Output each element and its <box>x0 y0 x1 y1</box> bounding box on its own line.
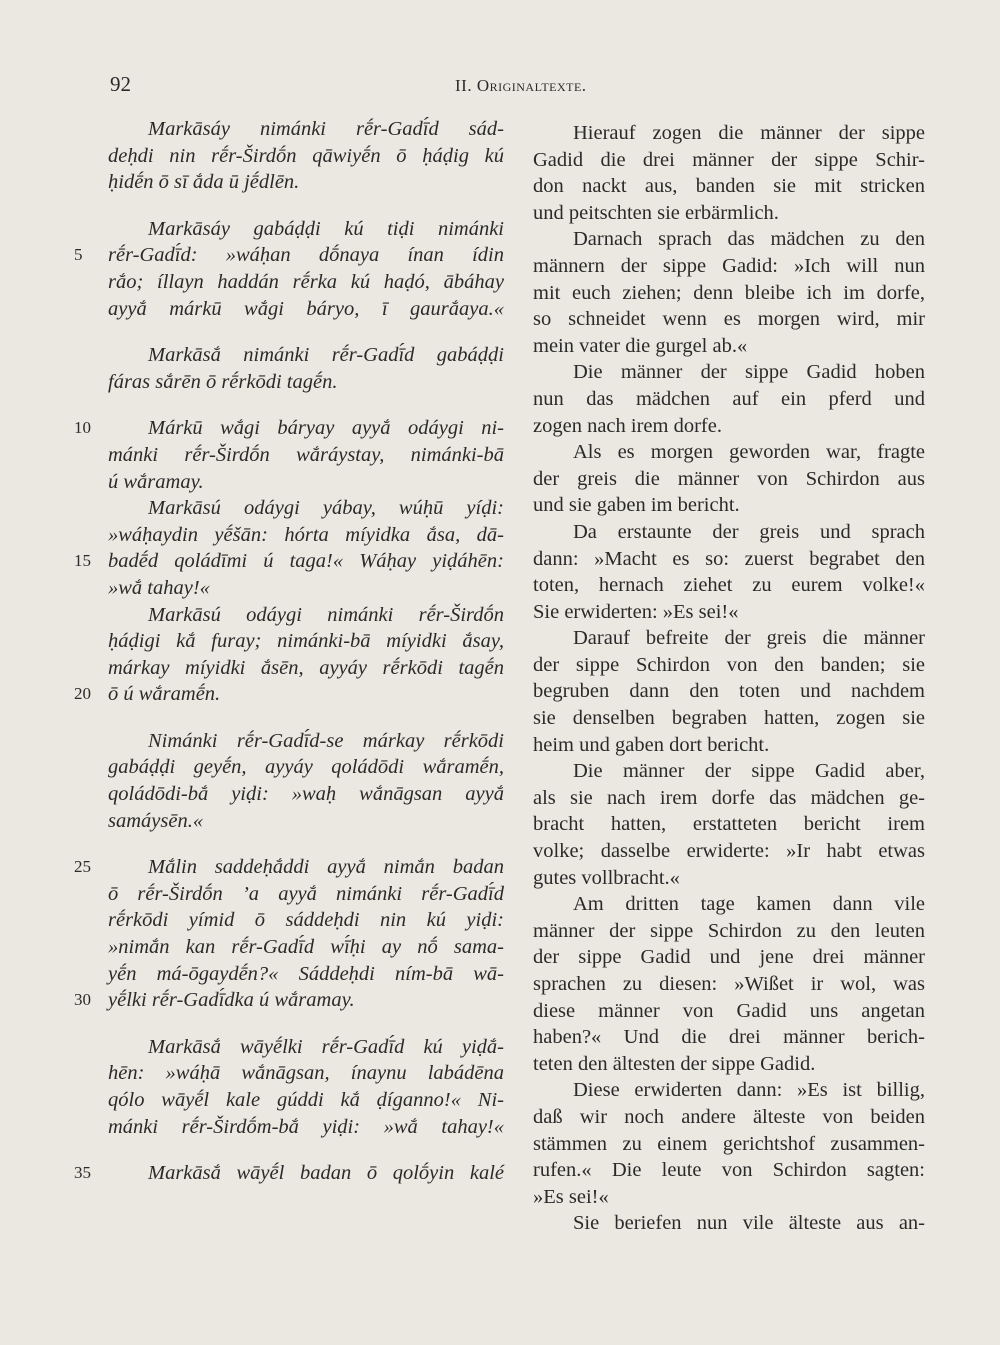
text-line-content: samáysēn.« <box>108 809 204 832</box>
text-line-content: als sie nach irem dorfe das mädchen ge- <box>533 786 925 809</box>
paragraph-gap <box>108 1140 504 1160</box>
text-line <box>533 1184 925 1211</box>
text-line-content: ḥidḗn ō sī ắda ū jḗdlēn. <box>108 171 300 194</box>
text-line-content: Markāsáy nimánki rḗr-Gadī́d sád- <box>148 118 504 140</box>
text-line-content: mit euch ziehen; denn bleibe ich im dorfe, <box>533 281 925 304</box>
text-line <box>533 971 925 998</box>
text-line <box>533 439 925 466</box>
text-line <box>108 602 504 629</box>
text-line <box>108 781 504 808</box>
text-line-content: dann: »Macht es so: zuerst begrabet den <box>533 547 925 570</box>
text-line <box>108 728 504 755</box>
text-line <box>108 575 504 602</box>
text-line <box>533 226 925 253</box>
text-line <box>533 865 925 892</box>
text-line-content: so schneidet wenn es morgen wird, mir <box>533 308 925 331</box>
text-line <box>533 732 925 759</box>
text-line <box>533 944 925 971</box>
text-line-content: mánki rḗr-Širdṓm-bắ yiḍi: »wắ tahay!« <box>108 1115 504 1138</box>
text-line-content: Gadid die drei männer der sippe Schir- <box>533 148 925 171</box>
text-line <box>533 785 925 812</box>
text-line-content: diese männer von Gadid uns angetan <box>533 999 925 1022</box>
text-line-content: yḗn má-ōgaydḗn?« Sáddeḥdi ním-bā wā- <box>108 962 504 985</box>
text-line <box>108 342 504 369</box>
text-line <box>108 269 504 296</box>
text-line-content: daß wir noch andere älteste von beiden <box>533 1105 925 1128</box>
text-line-content: Als es morgen geworden war, fragte <box>573 441 925 464</box>
text-line-content: männer der sippe Schirdon zu den leuten <box>533 919 925 942</box>
text-line-content: Die männer der sippe Gadid aber, <box>573 760 925 783</box>
text-line <box>533 147 925 174</box>
text-line-content: Diese erwiderten dann: »Es ist billig, <box>573 1079 925 1102</box>
text-line-content: nun das mädchen auf ein pferd und <box>533 387 925 410</box>
text-line <box>108 1087 504 1114</box>
paragraph-gap <box>108 1014 504 1034</box>
text-line-content: rufen.« Die leute von Schirdon sagten: <box>533 1159 925 1182</box>
text-line-content: mein vater die gurgel ab.« <box>533 334 748 357</box>
text-line-content: volke; dasselbe erwiderte: »Ir habt etwas <box>533 840 925 863</box>
text-line <box>533 1051 925 1078</box>
text-line <box>533 572 925 599</box>
text-line <box>74 681 504 708</box>
text-line <box>74 415 504 442</box>
text-line-content: toten, hernach ziehet zu eurem volke!« <box>533 574 925 597</box>
text-line <box>108 808 504 835</box>
text-line <box>533 705 925 732</box>
text-line <box>533 492 925 519</box>
text-line-content: gabáḍḍi geyḗn, ayyáy qoládōdi wắramḗn, <box>108 756 504 779</box>
text-line <box>533 333 925 360</box>
text-line-content: teten den ältesten der sippe Gadid. <box>533 1052 816 1075</box>
text-line <box>533 678 925 705</box>
text-line-content: »Es sei!« <box>533 1185 609 1208</box>
text-line <box>108 442 504 469</box>
text-line-content: Hierauf zogen die männer der sippe <box>573 122 925 144</box>
text-line <box>533 1131 925 1158</box>
text-line <box>533 173 925 200</box>
text-line-content: ḥáḍigi kắ furay; nimánki-bā míyidki ắsay, <box>108 630 504 653</box>
text-line-content: deḥdi nin rḗr-Širdṓn qāwiyḗn ō ḥáḍig kú <box>108 144 504 167</box>
line-number: 25 <box>74 857 91 877</box>
text-line-content: rḗrkōdi yímid ō sáddeḥdi nin kú yiḍi: <box>108 909 504 932</box>
text-line <box>108 961 504 988</box>
text-line-content: rḗr-Gadī́d: »wáḥan dṓnaya ínan ídin <box>108 244 504 267</box>
text-line <box>533 200 925 227</box>
text-line <box>108 116 504 143</box>
text-line <box>108 1060 504 1087</box>
text-line-content: sie denselben begraben hatten, zogen sie <box>533 707 925 730</box>
text-line <box>533 891 925 918</box>
text-line-content: Mắlin saddeḥắddi ayyắ nimắn badan <box>148 856 504 879</box>
text-line-content: qólo wāyḗl kale gúddi kắ ḍíganno!« Ni- <box>108 1089 504 1111</box>
line-number: 30 <box>74 990 91 1010</box>
page-number: 92 <box>110 72 131 96</box>
text-line <box>533 625 925 652</box>
text-line-content: heim und gaben dort bericht. <box>533 733 770 756</box>
line-number: 20 <box>74 684 91 704</box>
text-line-content: Am dritten tage kamen dann vile <box>573 893 925 916</box>
paragraph-gap <box>108 708 504 728</box>
text-line-content: Markāsáy gabáḍḍi kú tiḍi nimánki <box>148 217 504 240</box>
text-line <box>533 758 925 785</box>
text-line <box>74 242 504 269</box>
paragraph-gap <box>108 196 504 216</box>
text-line <box>533 466 925 493</box>
text-line-content: Markāsú odáygi yábay, wúḥū yíḍi: <box>148 497 504 520</box>
text-line <box>533 1157 925 1184</box>
text-line <box>74 987 504 1014</box>
text-line-content: haben?« Und die drei männer berich- <box>533 1026 925 1049</box>
text-line-content: Sie erwiderten: »Es sei!« <box>533 600 739 623</box>
text-line-content: badḗd qoládīmi ú taga!« Wáḥay yiḍáhēn: <box>108 550 504 573</box>
text-line <box>533 306 925 333</box>
text-line <box>108 655 504 682</box>
text-line <box>108 934 504 961</box>
text-line <box>108 754 504 781</box>
text-line <box>108 495 504 522</box>
text-line <box>108 296 504 323</box>
text-line-content: ō ú wắramḗn. <box>108 683 221 706</box>
german-translation-column <box>533 120 925 1237</box>
text-line-content: Markāsắ wāyḗl badan ō qolṓyin kalé <box>148 1162 504 1185</box>
text-line <box>533 1024 925 1051</box>
text-line-content: begruben dann den toten und nachdem <box>533 680 925 703</box>
text-line <box>533 918 925 945</box>
text-line <box>533 386 925 413</box>
text-line-content: »wáḥaydin yḗšān: hórta míyidka ắsa, dā- <box>108 523 504 546</box>
text-line-content: márkay míyidki ắsēn, ayyáy rḗrkōdi tagḗn <box>108 656 504 679</box>
text-line-content: ayyắ márkū wắgi báryo, ī gaurắaya.« <box>108 297 504 320</box>
text-line-content: »wắ tahay!« <box>108 576 210 599</box>
text-line-content: Die männer der sippe Gadid hoben <box>573 361 925 384</box>
text-line <box>533 811 925 838</box>
text-line-content: stämmen zu einem gerichtshof zusammen- <box>533 1132 925 1155</box>
text-line-content: bracht hatten, erstatteten bericht irem <box>533 813 925 836</box>
text-line <box>74 1160 504 1187</box>
text-line <box>533 120 925 147</box>
text-line <box>533 1104 925 1131</box>
text-line-content: und sie gaben im bericht. <box>533 494 740 517</box>
text-line <box>108 522 504 549</box>
text-line <box>108 881 504 908</box>
text-line-content: rắo; íllayn haddán rḗrka kú haḍó, ābáhay <box>108 270 504 293</box>
text-line-content: Márkū wắgi báryay ayyắ odáygi ni- <box>148 417 504 440</box>
text-line-content: Darauf befreite der greis die männer <box>573 627 925 650</box>
text-line-content: qoládōdi-bắ yiḍi: »waḥ wắnāgsan ayyắ <box>108 783 504 806</box>
text-line-content: ú wắramay. <box>108 470 204 493</box>
text-line-content: Markāsú odáygi nimánki rḗr-Širdṓn <box>148 603 504 626</box>
text-line-content: Darnach sprach das mädchen zu den <box>573 228 925 251</box>
line-number: 10 <box>74 418 91 438</box>
paragraph-gap <box>108 395 504 415</box>
text-line <box>108 369 504 396</box>
text-line-content: hēn: »wáḥā wắnāgsan, ínaynu labádēna <box>108 1062 504 1085</box>
text-line <box>533 599 925 626</box>
text-line-content: don nackt aus, banden sie mit stricken <box>533 175 925 198</box>
text-line-content: männern der sippe Gadid: »Ich will nun <box>533 254 925 277</box>
text-line <box>533 652 925 679</box>
paragraph-gap <box>108 322 504 342</box>
text-line-content: gutes vollbracht.« <box>533 866 680 889</box>
text-line <box>533 413 925 440</box>
somali-text-column <box>74 116 504 1187</box>
line-number: 35 <box>74 1163 91 1183</box>
text-line-content: Sie beriefen nun vile älteste aus an- <box>573 1212 925 1235</box>
text-line <box>533 838 925 865</box>
running-title: II. Originaltexte. <box>455 76 587 95</box>
text-line-content: Da erstaunte der greis und sprach <box>573 520 925 543</box>
text-line <box>108 907 504 934</box>
text-line-content: Nimánki rḗr-Gadī́d-se márkay rḗrkōdi <box>148 729 504 752</box>
text-line-content: der sippe Schirdon von den banden; sie <box>533 653 925 676</box>
text-line <box>533 359 925 386</box>
text-line <box>533 1077 925 1104</box>
text-line <box>108 469 504 496</box>
text-line-content: zogen nach irem dorfe. <box>533 414 722 437</box>
text-line-content: sprachen zu diesen: »Wißet ir wol, was <box>533 973 925 995</box>
text-line <box>108 169 504 196</box>
text-line <box>108 143 504 170</box>
text-line-content: der greis die männer von Schirdon aus <box>533 467 925 490</box>
text-line-content: »nimắn kan rḗr-Gadī́d wī́ḥi ay nṓ sama- <box>108 936 504 959</box>
text-line <box>533 253 925 280</box>
text-line <box>533 519 925 546</box>
text-line-content: Markāsắ wāyḗlki rḗr-Gadī́d kú yiḍắ- <box>148 1035 504 1058</box>
text-line-content: Markāsắ nimánki rḗr-Gadī́d gabáḍḍi <box>148 344 504 367</box>
text-line <box>533 280 925 307</box>
line-number: 15 <box>74 551 91 571</box>
text-line-content: yḗlki rḗr-Gadī́dka ú wắramay. <box>108 989 355 1012</box>
text-line <box>533 998 925 1025</box>
line-number: 5 <box>74 245 83 265</box>
text-line <box>108 216 504 243</box>
text-line-content: der sippe Gadid und jene drei männer <box>533 946 925 969</box>
text-line <box>108 1114 504 1141</box>
paragraph-gap <box>108 834 504 854</box>
text-line <box>74 548 504 575</box>
text-line <box>533 546 925 573</box>
text-line-content: ō rḗr-Širdṓn ’a ayyắ nimánki rḗr-Gadī́d <box>108 882 504 905</box>
text-line-content: und peitschten sie erbärmlich. <box>533 201 779 224</box>
text-line <box>533 1210 925 1237</box>
text-line-content: mánki rḗr-Širdṓn wắráystay, nimánki-bā <box>108 443 504 466</box>
text-line <box>108 1034 504 1061</box>
text-line <box>74 854 504 881</box>
text-line-content: fáras sắrēn ō rḗrkōdi tagḗn. <box>108 370 338 393</box>
text-line <box>108 628 504 655</box>
